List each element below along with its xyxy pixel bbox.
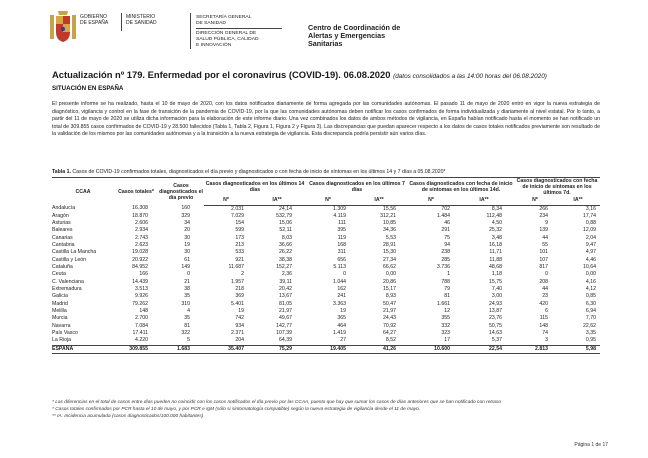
table-row xyxy=(52,308,600,315)
value-cell: 0 xyxy=(187,271,190,278)
value-cell: 4.119 xyxy=(333,212,346,219)
value-cell: 3,16 xyxy=(585,205,596,212)
value-cell: 52,11 xyxy=(279,227,292,234)
header-total: Casos totales* xyxy=(118,188,154,195)
value-cell: 94 xyxy=(444,242,450,249)
value-cell: 66,62 xyxy=(383,264,396,271)
ccaa-name-cell: Melilla xyxy=(52,308,67,315)
ccaa-name-cell: Canarias xyxy=(52,234,73,241)
footnotes xyxy=(52,399,501,420)
table-row xyxy=(52,330,600,337)
value-cell: 15,75 xyxy=(489,278,502,285)
value-cell: 2.700 xyxy=(135,315,148,322)
value-cell: 3,48 xyxy=(491,234,502,241)
ccaa-name-cell: Aragón xyxy=(52,212,69,219)
value-cell: 75 xyxy=(444,234,450,241)
value-cell: 16,18 xyxy=(489,242,502,249)
value-cell: 310 xyxy=(181,300,190,307)
value-cell: 599 xyxy=(235,227,244,234)
value-cell: 9.926 xyxy=(135,293,148,300)
table-row xyxy=(52,337,600,345)
value-cell: 21 xyxy=(184,278,190,285)
value-cell: 173 xyxy=(235,234,244,241)
value-cell: 64,27 xyxy=(383,330,396,337)
value-cell: 49,67 xyxy=(279,315,292,322)
header-sym7: Casos diagnosticados con fecha de inicio de síntomas en los últimos 7d. xyxy=(516,178,598,196)
value-cell: 742 xyxy=(235,315,244,322)
value-cell: 15,17 xyxy=(383,286,396,293)
ccaa-name-cell: Castilla y León xyxy=(52,256,87,263)
value-cell: 4,16 xyxy=(585,278,596,285)
value-cell: 9,47 xyxy=(585,242,596,249)
value-cell: 10,85 xyxy=(383,220,396,227)
ccaa-name-cell: Cantabria xyxy=(52,242,75,249)
value-cell: 2.934 xyxy=(135,227,148,234)
value-cell: 5 xyxy=(187,337,190,344)
value-cell: 533 xyxy=(235,249,244,256)
value-cell: 8,52 xyxy=(385,337,396,344)
value-cell: 532,79 xyxy=(276,212,292,219)
value-cell: 35.407 xyxy=(204,345,248,353)
ccaa-name-cell: País Vasco xyxy=(52,330,78,337)
header-divider xyxy=(121,13,122,31)
value-cell: 312,21 xyxy=(380,212,396,219)
table-row xyxy=(52,315,600,322)
ccaa-name-cell: Ceuta xyxy=(52,271,66,278)
value-cell: 34 xyxy=(184,220,190,227)
value-cell: 162 xyxy=(337,286,346,293)
value-cell: 309.855 xyxy=(114,345,158,353)
value-cell: 285 xyxy=(441,256,450,263)
table-row xyxy=(52,220,600,227)
value-cell: 1,18 xyxy=(491,271,502,278)
footnote: ** IA: Incidencia acumulada (casos diagnosticados/100.000 habitantes) xyxy=(52,414,204,419)
value-cell: 7,40 xyxy=(491,286,502,293)
header-n: Nº xyxy=(204,196,248,205)
value-cell: 0,00 xyxy=(385,271,396,278)
table-total-row xyxy=(52,345,600,353)
value-cell: 154 xyxy=(235,220,244,227)
value-cell: 2.031 xyxy=(231,205,244,212)
value-cell: 74 xyxy=(542,330,548,337)
header-ia: IA** xyxy=(454,196,514,205)
value-cell: 208 xyxy=(539,278,548,285)
ccaa-name-cell: C. Valenciana xyxy=(52,278,84,285)
header-n: Nº xyxy=(408,196,454,205)
footnote: * Casos totales confirmados por PCR hasta el 10 de mayo, y por PCR e IgM (sólo si sintomatología compatible) según la nueva estrategia de vigilancia desde el 11 de mayo. xyxy=(52,407,421,412)
value-cell: 7.084 xyxy=(135,322,148,329)
value-cell: 148 xyxy=(539,322,548,329)
value-cell: 2,04 xyxy=(585,234,596,241)
value-cell: 38 xyxy=(184,286,190,293)
ccaa-name-cell: Castilla La Mancha xyxy=(52,249,97,256)
value-cell: 3.513 xyxy=(135,286,148,293)
value-cell: 1.484 xyxy=(437,212,450,219)
value-cell: 36,66 xyxy=(279,242,292,249)
cases-table xyxy=(52,177,600,354)
value-cell: 3,35 xyxy=(585,330,596,337)
section-heading: SITUACIÓN EN ESPAÑA xyxy=(52,85,124,92)
header-ia: IA** xyxy=(556,196,600,205)
value-cell: 322 xyxy=(181,330,190,337)
value-cell: 28,91 xyxy=(383,242,396,249)
value-cell: 27 xyxy=(340,337,346,344)
value-cell: 234 xyxy=(539,212,548,219)
value-cell: 30 xyxy=(184,249,190,256)
table-row xyxy=(52,242,600,249)
table-row xyxy=(52,235,600,242)
value-cell: 101 xyxy=(539,249,548,256)
value-cell: 168 xyxy=(337,242,346,249)
value-cell: 5,37 xyxy=(491,337,502,344)
value-cell: 5,53 xyxy=(385,234,396,241)
value-cell: 35 xyxy=(184,293,190,300)
ccaa-name-cell: Madrid xyxy=(52,300,68,307)
report-title xyxy=(52,69,547,80)
value-cell: 152,27 xyxy=(276,264,292,271)
ccaa-name-cell: Andalucía xyxy=(52,205,76,212)
table-row xyxy=(52,213,600,220)
table-body xyxy=(52,205,600,354)
value-cell: 4.220 xyxy=(135,337,148,344)
value-cell: 19 xyxy=(340,308,346,315)
value-cell: 139 xyxy=(539,227,548,234)
value-cell: 79.262 xyxy=(132,300,148,307)
value-cell: 26,22 xyxy=(279,249,292,256)
value-cell: 266 xyxy=(539,205,548,212)
value-cell: 2.371 xyxy=(231,330,244,337)
intro-paragraph: El presente informe se ha realizado, hasta el 10 de mayo de 2020, con los datos notificados diariamente de forma agregada por las comunidades autónomas. El pasado 11 de mayo de 2020 entró en vigor la nueva estrategia de diagnóstico, vigilancia y control en la fase de transición de la pandemia de COVID-19, por la que las comunidades autónomas deben notificar los casos confirmados de forma individualizada y diariamente al nivel estatal. Por lo tanto, a partir del 11 de mayo de 2020 se utiliza dicha información para la elaboración de este informe diario. Una vez combinados los datos de ambos métodos de vigilancia, en España habían notificado hasta el momento se han notificado un total de 309.855 casos confirmados de COVID-19 y 28.500 fallecidos (Tabla 1, Tabla 2, Figura 1, Figura 2 y Figura 3). Las discrepancias que puedan aparecer respecto a los datos de casos totales notificados previamente son resultado de la validación de los mismos por las comunidades autónomas y a la transición a la nueva estrategia de vigilancia. Esta discrepancia podría persistir aún varios días. xyxy=(52,101,600,138)
value-cell: 4,12 xyxy=(585,286,596,293)
value-cell: 15,56 xyxy=(383,205,396,212)
value-cell: 12,09 xyxy=(583,227,596,234)
value-cell: 3,00 xyxy=(491,293,502,300)
value-cell: 35 xyxy=(184,315,190,322)
value-cell: 15,30 xyxy=(383,249,396,256)
value-cell: 23 xyxy=(542,293,548,300)
table-row xyxy=(52,271,600,278)
value-cell: 115 xyxy=(539,315,548,322)
value-cell: 22,54 xyxy=(454,345,514,353)
value-cell: 11.687 xyxy=(228,264,244,271)
value-cell: 311 xyxy=(337,249,346,256)
value-cell: 55 xyxy=(542,242,548,249)
value-cell: 291 xyxy=(441,227,450,234)
value-cell: 395 xyxy=(337,227,346,234)
value-cell: 112,48 xyxy=(486,212,502,219)
value-cell: 4,50 xyxy=(491,220,502,227)
header-7d: Casos diagnosticados en los últimos 7 días xyxy=(309,181,405,193)
center-name: Centro de Coordinación de Alertas y Emergencias Sanitarias xyxy=(308,23,401,49)
value-cell: 921 xyxy=(235,256,244,263)
ministry-label: MINISTERIO DE SANIDAD xyxy=(126,14,157,27)
value-cell: 11,88 xyxy=(489,256,502,263)
value-cell: 7.029 xyxy=(231,212,244,219)
value-cell: 7,70 xyxy=(585,315,596,322)
value-cell: 4 xyxy=(187,308,190,315)
value-cell: 1 xyxy=(447,271,450,278)
table-row xyxy=(52,279,600,286)
value-cell: 39,11 xyxy=(279,278,292,285)
value-cell: 160 xyxy=(181,205,190,212)
value-cell: 5.401 xyxy=(231,300,244,307)
value-cell: 19 xyxy=(238,308,244,315)
value-cell: 70,92 xyxy=(383,322,396,329)
value-cell: 20.922 xyxy=(132,256,148,263)
ccaa-name-cell: Asturias xyxy=(52,220,71,227)
value-cell: 24,14 xyxy=(279,205,292,212)
value-cell: 142,77 xyxy=(276,322,292,329)
value-cell: 17 xyxy=(444,337,450,344)
value-cell: 1.661 xyxy=(437,300,450,307)
value-cell: 332 xyxy=(441,322,450,329)
value-cell: 111 xyxy=(338,220,346,227)
value-cell: 218 xyxy=(235,286,244,293)
value-cell: 241 xyxy=(337,293,346,300)
value-cell: 464 xyxy=(337,322,346,329)
value-cell: 1.309 xyxy=(333,205,346,212)
value-cell: 329 xyxy=(181,212,190,219)
document-header xyxy=(50,8,610,56)
value-cell: 11,71 xyxy=(489,249,502,256)
value-cell: 1.419 xyxy=(333,330,346,337)
value-cell: 107,39 xyxy=(276,330,292,337)
value-cell: 38,38 xyxy=(279,256,292,263)
table-row xyxy=(52,264,600,271)
table-row xyxy=(52,286,600,293)
value-cell: 19.028 xyxy=(132,249,148,256)
value-cell: 4,97 xyxy=(585,249,596,256)
value-cell: 8,93 xyxy=(385,293,396,300)
value-cell: 6,30 xyxy=(585,300,596,307)
ccaa-name-cell: Baleares xyxy=(52,227,73,234)
value-cell: 27,34 xyxy=(383,256,396,263)
header-prev: Casos diagnosticados el día previo xyxy=(159,182,203,201)
table-row xyxy=(52,227,600,234)
value-cell: 166 xyxy=(139,271,148,278)
ccaa-name-cell: Galicia xyxy=(52,293,68,300)
value-cell: 61 xyxy=(184,256,190,263)
value-cell: 204 xyxy=(235,337,244,344)
value-cell: 788 xyxy=(441,278,450,285)
value-cell: 420 xyxy=(539,300,548,307)
value-cell: 44 xyxy=(542,286,548,293)
value-cell: 14,63 xyxy=(489,330,502,337)
value-cell: 17,74 xyxy=(583,212,596,219)
value-cell: 21,97 xyxy=(383,308,396,315)
header-ia: IA** xyxy=(350,196,408,205)
value-cell: 0,00 xyxy=(585,271,596,278)
value-cell: 17.411 xyxy=(132,330,148,337)
value-cell: 13,67 xyxy=(279,293,292,300)
value-cell: 1.683 xyxy=(158,345,204,353)
coat-of-arms-icon xyxy=(50,10,76,44)
value-cell: 148 xyxy=(139,308,148,315)
value-cell: 79 xyxy=(444,286,450,293)
value-cell: 44 xyxy=(542,234,548,241)
value-cell: 20 xyxy=(184,227,190,234)
header-ccaa: CCAA xyxy=(75,188,91,195)
value-cell: 0,88 xyxy=(585,220,596,227)
value-cell: 16.308 xyxy=(132,205,148,212)
value-cell: 41,26 xyxy=(350,345,408,353)
value-cell: 81 xyxy=(184,322,190,329)
value-cell: 23,76 xyxy=(489,315,502,322)
header-divider xyxy=(190,13,191,49)
value-cell: 34,36 xyxy=(383,227,396,234)
value-cell: 48,68 xyxy=(489,264,502,271)
header-n: Nº xyxy=(306,196,350,205)
value-cell: 2.743 xyxy=(135,234,148,241)
value-cell: 30 xyxy=(184,234,190,241)
page-number: Página 1 de 17 xyxy=(574,442,608,448)
value-cell: 13,87 xyxy=(489,308,502,315)
value-cell: 75,29 xyxy=(248,345,306,353)
value-cell: 2.813 xyxy=(514,345,556,353)
value-cell: 19.405 xyxy=(306,345,350,353)
value-cell: 702 xyxy=(441,205,450,212)
ccaa-name-cell: Murcia xyxy=(52,315,68,322)
value-cell: 0,95 xyxy=(585,337,596,344)
value-cell: 817 xyxy=(539,264,548,271)
table-row xyxy=(52,323,600,330)
value-cell: 107 xyxy=(539,256,548,263)
table-row xyxy=(52,205,600,213)
table-row xyxy=(52,301,600,308)
ccaa-name-cell: La Rioja xyxy=(52,337,72,344)
value-cell: 14.439 xyxy=(132,278,148,285)
header-n: Nº xyxy=(514,196,556,205)
value-cell: 3 xyxy=(545,337,548,344)
value-cell: 81 xyxy=(444,293,450,300)
value-cell: 4,46 xyxy=(585,256,596,263)
value-cell: 8,03 xyxy=(281,234,292,241)
value-cell: 238 xyxy=(441,249,450,256)
value-cell: 0 xyxy=(545,271,548,278)
value-cell: 369 xyxy=(235,293,244,300)
value-cell: 365 xyxy=(337,315,346,322)
value-cell: 20,86 xyxy=(383,278,396,285)
value-cell: 656 xyxy=(337,256,346,263)
value-cell: 50,75 xyxy=(489,322,502,329)
header-14d: Casos diagnosticados en los últimos 14 días xyxy=(205,181,305,193)
value-cell: 12 xyxy=(444,308,450,315)
report-title-text: Actualización nº 179. Enfermedad por el coronavirus (COVID-19). 06.08.2020 xyxy=(52,69,391,80)
value-cell: 2,36 xyxy=(281,271,292,278)
table-row xyxy=(52,249,600,256)
value-cell: 6,94 xyxy=(585,308,596,315)
header-ia: IA** xyxy=(248,196,306,205)
ccaa-name-cell: Cataluña xyxy=(52,264,73,271)
value-cell: 5,98 xyxy=(556,345,600,353)
value-cell: 25,32 xyxy=(489,227,502,234)
value-cell: 934 xyxy=(235,322,244,329)
value-cell: 81,05 xyxy=(279,300,292,307)
value-cell: 119 xyxy=(337,234,346,241)
value-cell: 5.113 xyxy=(333,264,346,271)
value-cell: 149 xyxy=(181,264,190,271)
report-title-note: (datos consolidados a las 14:00 horas del 06.08.2020) xyxy=(393,73,547,80)
value-cell: 6 xyxy=(545,308,548,315)
value-cell: 21,97 xyxy=(279,308,292,315)
value-cell: 18.870 xyxy=(132,212,148,219)
value-cell: 9 xyxy=(545,220,548,227)
value-cell: 1.044 xyxy=(333,278,346,285)
government-label: GOBIERNO DE ESPAÑA xyxy=(80,14,109,27)
value-cell: 84.952 xyxy=(132,264,148,271)
value-cell: 2 xyxy=(241,271,244,278)
ccaa-name-cell: Extremadura xyxy=(52,286,82,293)
value-cell: 22,62 xyxy=(583,322,596,329)
value-cell: 3.736 xyxy=(437,264,450,271)
value-cell: 0 xyxy=(343,271,346,278)
value-cell: 15,06 xyxy=(279,220,292,227)
ccaa-name-cell: ESPAÑA xyxy=(52,345,114,353)
value-cell: 1.957 xyxy=(231,278,244,285)
table-row xyxy=(52,257,600,264)
value-cell: 3.363 xyxy=(333,300,346,307)
value-cell: 0,85 xyxy=(585,293,596,300)
value-cell: 10.600 xyxy=(408,345,454,353)
value-cell: 24,93 xyxy=(489,300,502,307)
value-cell: 8,34 xyxy=(491,205,502,212)
table-caption: Tabla 1. Casos de COVID-19 confirmados totales, diagnosticados el día previo y diagnosticados o con fecha de inicio de síntomas en los últimos 14 y 7 días a 05.08.2020* xyxy=(52,169,446,175)
table-row xyxy=(52,293,600,300)
value-cell: 323 xyxy=(441,330,450,337)
value-cell: 50,47 xyxy=(383,300,396,307)
value-cell: 19 xyxy=(184,242,190,249)
footnote: * Las diferencias en el total de casos entre días pueden no coincidir con los casos notificados el día previo por las CCAA, puesto que hay que sumar los casos de días anteriores que se han notificado con retraso xyxy=(52,400,502,405)
secretariat-label: SECRETARÍA GENERAL DE SANIDAD DIRECCIÓN GENERAL DE SALUD PÚBLICA, CALIDAD E INNOVACIÓN xyxy=(196,15,282,49)
value-cell: 2.606 xyxy=(135,220,148,227)
header-sym14: Casos diagnosticados con fecha de inicio de síntomas en los últimos 14d. xyxy=(409,181,513,193)
value-cell: 2.623 xyxy=(135,242,148,249)
value-cell: 46 xyxy=(444,220,450,227)
value-cell: 213 xyxy=(235,242,244,249)
value-cell: 10,64 xyxy=(583,264,596,271)
ccaa-name-cell: Navarra xyxy=(52,322,71,329)
value-cell: 24,43 xyxy=(383,315,396,322)
value-cell: 355 xyxy=(441,315,450,322)
value-cell: 64,39 xyxy=(279,337,292,344)
value-cell: 20,42 xyxy=(279,286,292,293)
